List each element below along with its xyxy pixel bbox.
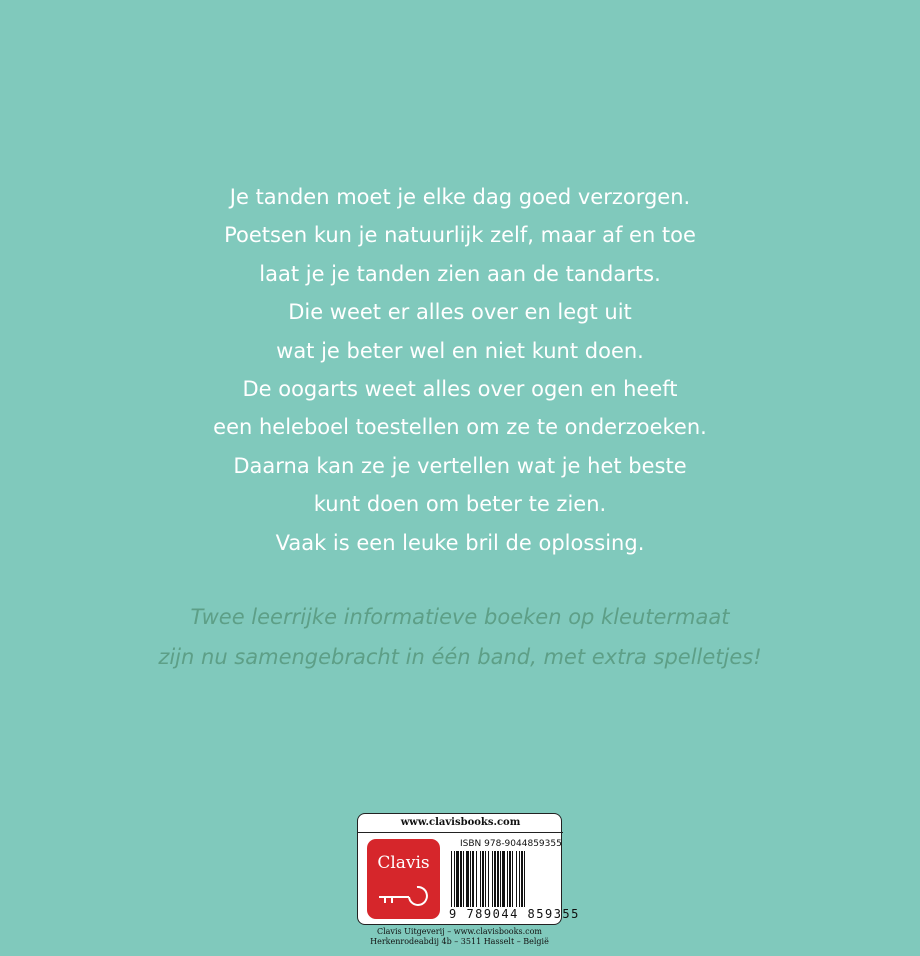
barcode-bar <box>485 851 486 907</box>
description-line: Daarna kan ze je vertellen wat je het beste <box>233 453 687 478</box>
description-line: De oogarts weet alles over ogen en heeft <box>242 377 678 402</box>
barcode-bar <box>460 851 462 907</box>
description-line: wat je beter wel en niet kunt doen. <box>276 338 644 363</box>
description-line: Poetsen kun je natuurlijk zelf, maar af en toe <box>224 223 696 248</box>
description-line: een heleboel toestellen om ze te onderzoeken. <box>213 415 707 440</box>
barcode-bar <box>472 851 474 907</box>
barcode-bar <box>480 851 481 907</box>
tagline-line: zijn nu samengebracht in één band, met extra spelletjes! <box>158 645 762 669</box>
description-line: Vaak is een leuke bril de oplossing. <box>275 530 645 555</box>
barcode-box <box>357 813 580 925</box>
barcode-bar <box>502 851 505 907</box>
description-line: kunt doen om beter te zien. <box>313 492 607 517</box>
barcode-bar <box>482 851 484 907</box>
barcode-bar <box>470 851 471 907</box>
publisher-line: Herkenrodeabdij 4b – 3511 Hasselt – België <box>370 936 549 946</box>
description-line: Die weet er alles over en legt uit <box>288 300 632 325</box>
barcode-bar <box>492 851 493 907</box>
logo-text: Clavis <box>377 853 430 873</box>
barcode-bar <box>476 851 477 907</box>
barcode-bar <box>456 851 459 907</box>
barcode-bar <box>494 851 496 907</box>
barcode-bar <box>500 851 501 907</box>
clavis-logo <box>367 839 440 919</box>
barcode-bar <box>524 851 525 907</box>
description-line: laat je je tanden zien aan de tandarts. <box>259 261 661 286</box>
barcode-bar <box>519 851 520 907</box>
barcode <box>449 851 559 907</box>
website-url: www.clavisbooks.com <box>400 817 521 828</box>
barcode-bar <box>488 851 489 907</box>
barcode-bar <box>451 851 452 907</box>
description-line: Je tanden moet je elke dag goed verzorgen. <box>229 185 691 209</box>
barcode-bar <box>497 851 499 907</box>
tagline-line: Twee leerrijke informatieve boeken op kleutermaat <box>190 605 730 629</box>
barcode-bar <box>512 851 513 907</box>
barcode-digits: 9 789044 859355 <box>449 907 580 921</box>
barcode-bar <box>507 851 508 907</box>
divider <box>358 832 563 833</box>
publisher-info <box>357 927 562 946</box>
barcode-bar <box>516 851 517 907</box>
barcode-bar <box>454 851 455 907</box>
key-icon <box>379 883 429 905</box>
isbn-label: ISBN 978-9044859355 <box>460 839 562 849</box>
tagline <box>0 597 920 677</box>
publisher-line: Clavis Uitgeverij – www.clavisbooks.com <box>376 927 542 936</box>
barcode-bar <box>463 851 464 907</box>
barcode-bar <box>466 851 469 907</box>
barcode-bar <box>521 851 523 907</box>
barcode-bar <box>509 851 511 907</box>
description-text <box>0 178 920 562</box>
